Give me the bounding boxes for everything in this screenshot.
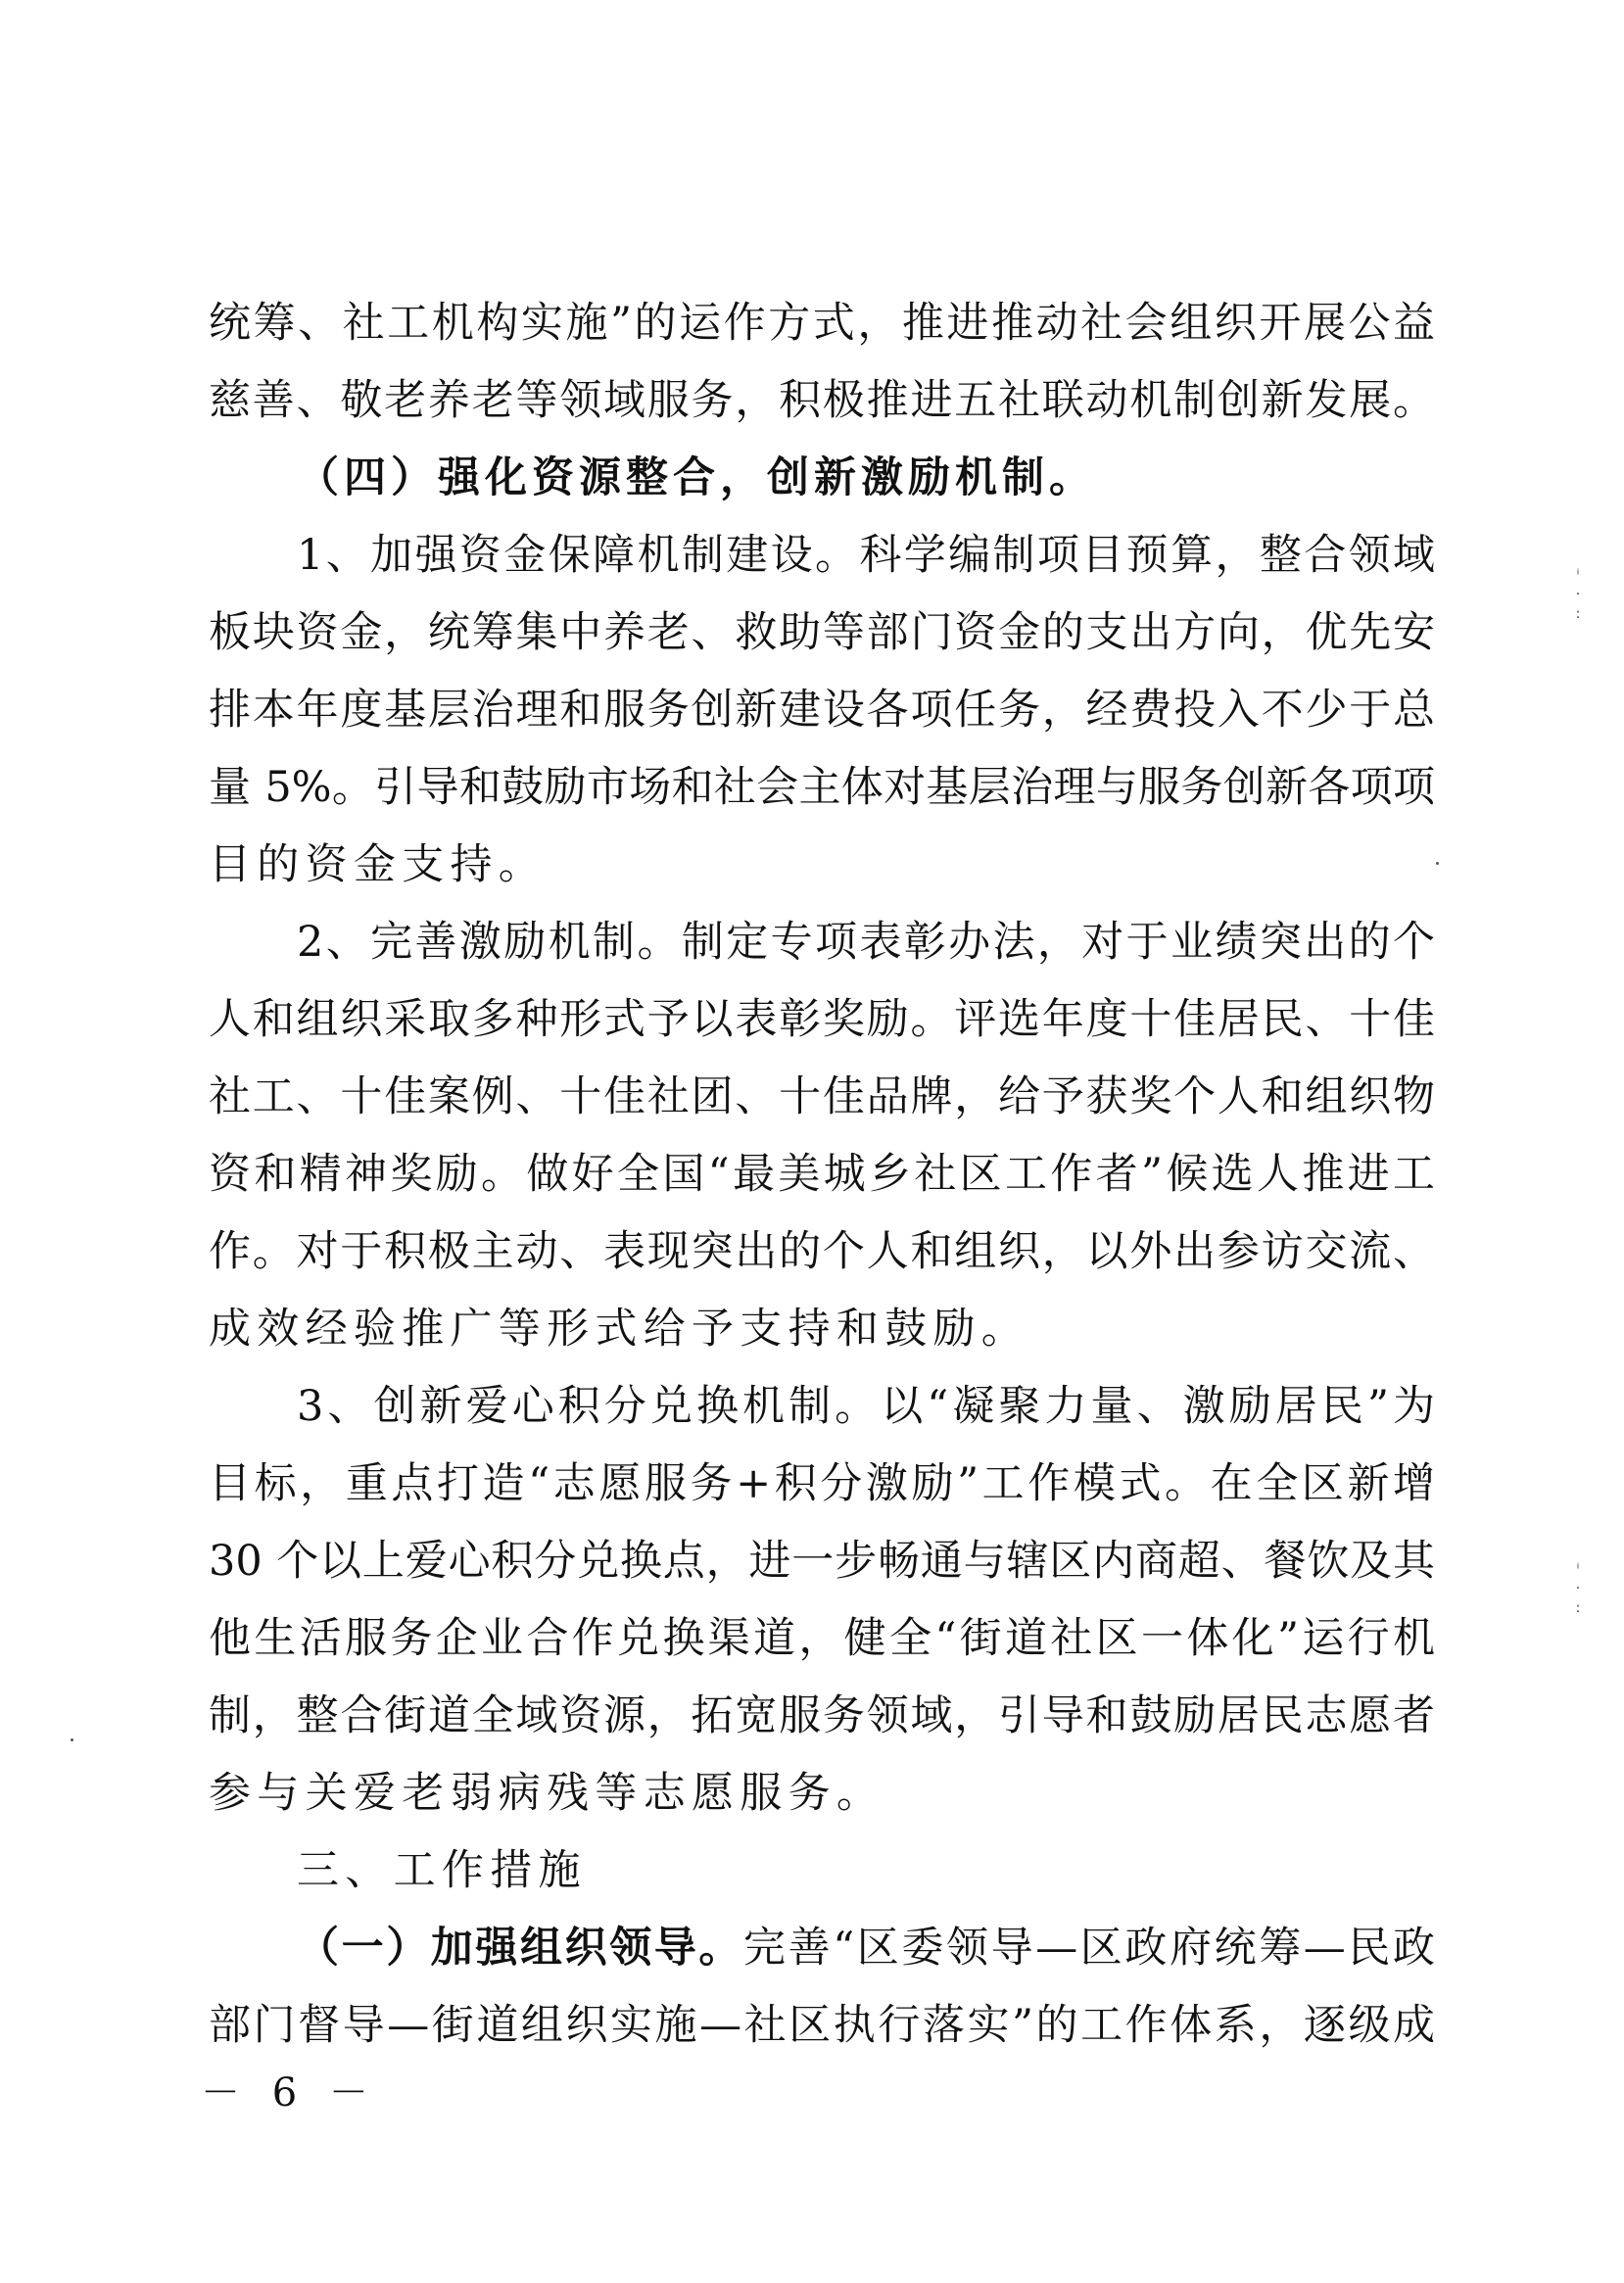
body-text-line: 参与关爱老弱病残等志愿服务。 — [209, 1769, 885, 1818]
page-number: － 6 － — [201, 2070, 378, 2116]
measure-paragraph-line — [297, 1919, 1435, 1977]
body-text-line: 慈善、敬老养老等领域服务，积极推进五社联动机制创新发展。 — [209, 376, 1435, 425]
body-text-line: 成效经验推广等形式给予支持和鼓励。 — [209, 1305, 1030, 1354]
section-heading: （四）强化资源整合，创新激励机制。 — [297, 453, 1096, 502]
scan-speck — [71, 1738, 73, 1741]
body-text-line: 统筹、社工机构实施”的运作方式，推进推动社会组织开展公益 — [209, 299, 1435, 348]
body-text-line: 30 个以上爱心积分兑换点，进一步畅通与辖区内商超、餐饮及其 — [209, 1537, 1435, 1586]
body-text-line: 制，整合街道全域资源，拓宽服务领域，引导和鼓励居民志愿者 — [209, 1691, 1435, 1740]
body-text-line: 作。对于积极主动、表现突出的个人和组织，以外出参访交流、 — [209, 1227, 1435, 1276]
body-text-line: 排本年度基层治理和服务创新建设各项任务，经费投入不少于总 — [209, 686, 1435, 735]
binding-hole-mark: ⁱ · : — [1575, 567, 1581, 622]
body-text-line: 板块资金，统筹集中养老、救助等部门资金的支出方向，优先安 — [209, 608, 1435, 657]
measure-heading: （一）加强组织领导。 — [297, 1924, 744, 1973]
body-text-line: 他生活服务企业合作兑换渠道，健全“街道社区一体化”运行机 — [209, 1614, 1435, 1663]
body-text-line: 1、加强资金保障机制建设。科学编制项目预算，整合领域 — [297, 531, 1435, 580]
body-text-line: 资和精神奖励。做好全国“最美城乡社区工作者”候选人推进工 — [209, 1150, 1435, 1199]
body-text-line: 目的资金支持。 — [209, 840, 548, 889]
body-text-line: 目标，重点打造“志愿服务+积分激励”工作模式。在全区新增 — [209, 1459, 1435, 1508]
measure-text: 完善“区委领导—区政府统筹—民政 — [743, 1924, 1436, 1973]
scan-speck — [1436, 862, 1439, 865]
body-text-line: 量 5%。引导和鼓励市场和社会主体对基层治理与服务创新各项项 — [209, 763, 1435, 812]
section-heading: 三、工作措施 — [297, 1846, 587, 1895]
body-text-line: 人和组织采取多种形式予以表彰奖励。评选年度十佳居民、十佳 — [209, 995, 1435, 1044]
body-text-line: 部门督导—街道组织实施—社区执行落实”的工作体系，逐级成 — [209, 2001, 1435, 2050]
body-text-line: 2、完善激励机制。制定专项表彰办法，对于业绩突出的个 — [297, 918, 1435, 967]
body-text-line: 社工、十佳案例、十佳社团、十佳品牌，给予获奖个人和组织物 — [209, 1072, 1435, 1121]
binding-hole-mark: ⁱ · : — [1575, 1561, 1581, 1616]
body-text-line: 3、创新爱心积分兑换机制。以“凝聚力量、激励居民”为 — [297, 1382, 1435, 1431]
